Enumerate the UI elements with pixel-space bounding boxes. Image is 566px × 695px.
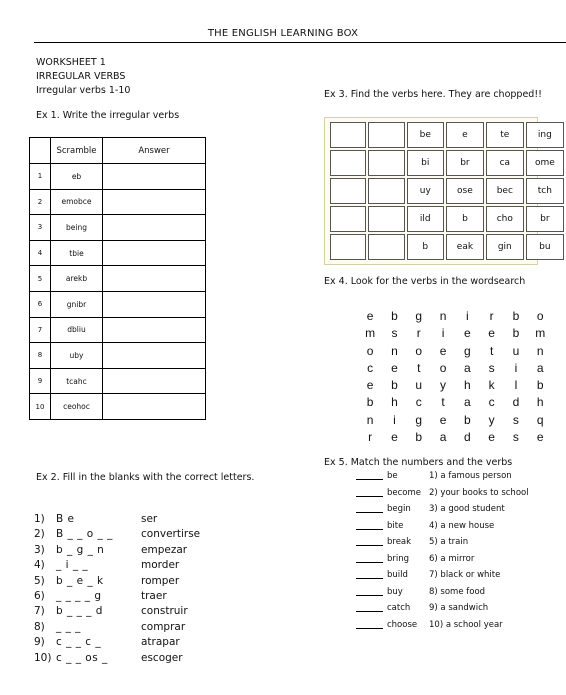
spanish-translation: romper [141, 574, 180, 587]
answer-cell[interactable] [103, 394, 206, 420]
answer-blank[interactable] [356, 512, 383, 513]
wordsearch-letter[interactable]: y [440, 378, 447, 393]
chunk-cell: uy [407, 178, 444, 204]
answer-blank[interactable] [356, 496, 383, 497]
item-number: 1) [34, 513, 45, 525]
wordsearch-letter[interactable]: e [391, 430, 398, 445]
ex4-title: Ex 4. Look for the verbs in the wordsearch [324, 276, 526, 287]
wordsearch-letter[interactable]: a [463, 395, 471, 410]
verb-label: build [387, 570, 408, 580]
wordsearch-letter[interactable]: b [366, 395, 374, 410]
wordsearch-letter[interactable]: l [514, 378, 518, 393]
wordsearch-letter[interactable]: d [463, 430, 471, 445]
table-row [30, 164, 206, 190]
wordsearch-letter[interactable]: a [439, 430, 447, 445]
wordsearch-letter[interactable]: s [391, 326, 398, 341]
spanish-translation: ser [141, 513, 158, 525]
table-row [30, 343, 206, 369]
spanish-translation: atrapar [141, 636, 180, 649]
scrambled-word: gnibr [51, 291, 103, 317]
grid-row [330, 178, 564, 204]
grid-row [330, 122, 564, 148]
blank-pattern[interactable]: B e [56, 513, 75, 525]
table-row [30, 266, 206, 292]
phrase-label: 4) a new house [429, 520, 495, 531]
wordsearch-letter[interactable]: h [391, 395, 398, 410]
worksheet-title: WORKSHEET 1 [36, 57, 106, 68]
wordsearch-letter[interactable]: e [439, 343, 447, 358]
item-number: 7) [34, 605, 45, 618]
phrase-label: 1) a famous person [429, 471, 512, 481]
answer-blank[interactable] [356, 479, 383, 480]
scrambled-word: uby [51, 343, 103, 369]
answer-box[interactable] [368, 234, 404, 260]
wordsearch-letter[interactable]: r [416, 326, 421, 341]
verb-label: begin [387, 504, 411, 514]
verb-label: be [387, 471, 398, 481]
blank-pattern[interactable]: _ _ _ [56, 620, 81, 633]
answer-blank[interactable] [356, 562, 383, 563]
answer-cell[interactable] [103, 317, 206, 343]
row-number: 5 [30, 266, 51, 292]
wordsearch-letter[interactable]: o [366, 343, 374, 358]
wordsearch-letter[interactable]: e [391, 360, 398, 375]
wordsearch-letter[interactable]: s [488, 360, 495, 375]
row-number: 9 [30, 368, 51, 394]
wordsearch-letter[interactable]: t [441, 395, 445, 410]
header-scramble: Scramble [51, 138, 103, 164]
answer-box[interactable] [330, 234, 366, 260]
wordsearch-letter[interactable]: m [365, 326, 376, 341]
worksheet-subtitle: IRREGULAR VERBS [36, 71, 126, 82]
blank-pattern[interactable]: _ i _ _ [56, 559, 89, 572]
scrambled-word: ceohoc [51, 394, 103, 420]
wordsearch-letter[interactable]: u [512, 343, 520, 358]
wordsearch-letter[interactable]: h [463, 378, 471, 393]
chunk-cell: ome [526, 150, 564, 176]
answer-box[interactable] [368, 150, 404, 176]
ex1-title: Ex 1. Write the irregular verbs [36, 110, 180, 121]
wordsearch-letter[interactable]: y [488, 412, 495, 427]
wordsearch-letter[interactable]: b [415, 430, 423, 445]
wordsearch-letter[interactable]: e [488, 326, 495, 341]
phrase-label: 6) a mirror [429, 553, 475, 564]
grid-row [330, 206, 564, 232]
chunk-cell: bec [486, 178, 524, 204]
answer-cell[interactable] [103, 215, 206, 241]
wordsearch-letter[interactable]: o [415, 343, 423, 358]
answer-cell[interactable] [103, 291, 206, 317]
chunk-cell: eak [446, 234, 484, 260]
chunk-cell: br [526, 206, 564, 232]
blank-pattern[interactable]: B _ _ o _ _ [56, 528, 113, 541]
answer-blank[interactable] [356, 578, 383, 579]
answer-box[interactable] [368, 206, 404, 232]
row-number: 10 [30, 394, 51, 420]
chunk-cell: e [446, 122, 484, 148]
answer-blank[interactable] [356, 529, 383, 530]
answer-cell[interactable] [103, 189, 206, 215]
wordsearch-letter[interactable]: m [535, 326, 546, 341]
phrase-label: 7) black or white [429, 570, 501, 580]
answer-blank[interactable] [356, 628, 383, 629]
item-number: 4) [34, 559, 45, 572]
spanish-translation: comprar [141, 620, 186, 633]
wordsearch-letter[interactable]: c [415, 395, 422, 410]
wordsearch-letter[interactable]: a [536, 360, 544, 375]
phrase-label: 3) a good student [429, 504, 505, 514]
row-number: 4 [30, 240, 51, 266]
table-row [30, 215, 206, 241]
answer-box[interactable] [368, 122, 404, 148]
spanish-translation: construir [141, 605, 188, 618]
chunk-cell: b [446, 206, 484, 232]
wordsearch-letter[interactable]: r [489, 309, 494, 323]
item-number: 9) [34, 636, 45, 649]
wordsearch-letter[interactable]: i [393, 412, 396, 427]
blank-pattern[interactable]: c _ _ c _ [56, 636, 102, 649]
item-number: 5) [34, 574, 45, 587]
item-number: 8) [34, 620, 45, 633]
wordsearch-letter[interactable]: r [368, 430, 373, 445]
wordsearch-letter[interactable]: e [366, 309, 374, 323]
wordsearch-letter[interactable]: k [488, 378, 495, 393]
chunk-cell: ing [526, 122, 564, 148]
table-row [30, 317, 206, 343]
row-number: 2 [30, 189, 51, 215]
answer-box[interactable] [330, 150, 366, 176]
wordsearch-letter[interactable]: q [536, 412, 544, 427]
verb-label: bite [387, 520, 404, 531]
answer-cell[interactable] [103, 343, 206, 369]
chunk-cell: te [486, 122, 524, 148]
wordsearch-row [358, 340, 552, 357]
answer-box[interactable] [330, 122, 366, 148]
wordsearch-letter[interactable]: e [488, 430, 495, 445]
wordsearch-letter[interactable]: n [391, 343, 398, 358]
wordsearch-letter[interactable]: t [417, 360, 421, 375]
blank-pattern[interactable]: _ _ _ _ g [56, 589, 102, 602]
wordsearch-letter[interactable]: t [489, 343, 494, 358]
wordsearch-row [358, 305, 552, 322]
wordsearch-letter[interactable]: n [536, 343, 544, 358]
answer-box[interactable] [330, 206, 366, 232]
scrambled-word: emobce [51, 189, 103, 215]
verb-label: break [387, 537, 412, 547]
grid-row [330, 234, 564, 260]
chunk-cell: ild [407, 206, 444, 232]
grid-row [330, 150, 564, 176]
wordsearch-letter[interactable]: h [536, 395, 544, 410]
chunk-cell: br [446, 150, 484, 176]
wordsearch-letter[interactable]: b [512, 326, 520, 341]
chunk-cell: be [407, 122, 444, 148]
chopped-grid [328, 120, 566, 262]
scramble-body [30, 164, 206, 420]
wordsearch-letter[interactable]: b [391, 378, 398, 393]
answer-cell[interactable] [103, 368, 206, 394]
verb-label: bring [387, 553, 410, 564]
wordsearch-letter[interactable]: i [466, 309, 469, 323]
spanish-translation: empezar [141, 543, 188, 556]
answer-blank[interactable] [356, 545, 383, 546]
verb-label: buy [387, 586, 403, 597]
spanish-translation: convertirse [141, 528, 201, 541]
wordsearch-row [358, 426, 552, 443]
wordsearch-letter[interactable]: n [366, 412, 374, 427]
phrase-label: 2) your books to school [429, 487, 529, 498]
wordsearch-letter[interactable]: o [536, 309, 544, 323]
wordsearch-letter[interactable]: b [512, 309, 520, 323]
row-number: 8 [30, 343, 51, 369]
scrambled-word: tbie [51, 240, 103, 266]
wordsearch-grid [358, 305, 552, 443]
wordsearch-row [358, 409, 552, 426]
table-row [30, 291, 206, 317]
answer-cell[interactable] [103, 164, 206, 190]
chunk-cell: ose [446, 178, 484, 204]
wordsearch-row [358, 357, 552, 374]
row-number: 1 [30, 164, 51, 190]
verb-label: catch [387, 603, 411, 613]
chunk-cell: b [407, 234, 444, 260]
blank-pattern[interactable]: b _ g _ n [56, 543, 105, 556]
verb-label: become [387, 487, 422, 498]
scrambled-word: tcahc [51, 368, 103, 394]
row-number: 3 [30, 215, 51, 241]
scramble-table [29, 137, 206, 420]
chunk-cell: bu [526, 234, 564, 260]
chunk-cell: bi [407, 150, 444, 176]
header-rule [34, 42, 566, 43]
wordsearch-letter[interactable]: s [512, 430, 519, 445]
phrase-label: 9) a sandwich [429, 603, 489, 613]
wordsearch-row [358, 322, 552, 339]
chunk-cell: cho [486, 206, 524, 232]
wordsearch-letter[interactable]: i [514, 360, 518, 375]
chunk-cell: gin [486, 234, 524, 260]
answer-box[interactable] [330, 178, 366, 204]
ex3-title: Ex 3. Find the verbs here. They are chopped!! [324, 89, 542, 100]
table-row [30, 189, 206, 215]
item-number: 10) [34, 651, 52, 664]
header-answer: Answer [103, 138, 206, 164]
wordsearch-letter[interactable]: b [536, 378, 544, 393]
row-number: 7 [30, 317, 51, 343]
spanish-translation: morder [141, 559, 180, 572]
wordsearch-letter[interactable]: e [439, 412, 447, 427]
header-number [30, 138, 51, 164]
phrase-label: 5) a train [429, 537, 469, 547]
wordsearch-letter[interactable]: e [536, 430, 544, 445]
spanish-translation: escoger [141, 651, 183, 664]
wordsearch-letter[interactable]: e [463, 326, 471, 341]
wordsearch-letter[interactable]: c [367, 360, 374, 375]
table-row [30, 240, 206, 266]
phrase-label: 8) some food [429, 586, 486, 597]
verb-label: choose [387, 619, 418, 630]
scrambled-word: being [51, 215, 103, 241]
scrambled-word: dbliu [51, 317, 103, 343]
blank-pattern[interactable]: b _ _ _ d [56, 605, 103, 618]
scramble-header-row [30, 138, 206, 164]
table-row [30, 394, 206, 420]
wordsearch-letter[interactable]: u [415, 378, 423, 393]
answer-box[interactable] [368, 178, 404, 204]
wordsearch-letter[interactable]: b [391, 309, 398, 323]
answer-blank[interactable] [356, 611, 383, 612]
page-header: THE ENGLISH LEARNING BOX [207, 28, 359, 39]
row-number: 6 [30, 291, 51, 317]
answer-cell[interactable] [103, 240, 206, 266]
blank-pattern[interactable]: b _ e _ k [56, 574, 104, 587]
wordsearch-letter[interactable]: a [463, 360, 471, 375]
wordsearch-letter[interactable]: g [415, 412, 423, 427]
wordsearch-letter[interactable]: s [512, 412, 519, 427]
wordsearch-letter[interactable]: i [441, 326, 445, 341]
item-number: 3) [34, 543, 45, 556]
scrambled-word: eb [51, 164, 103, 190]
phrase-label: 10) a school year [429, 619, 503, 630]
wordsearch-letter[interactable]: o [439, 360, 447, 375]
scrambled-word: arekb [51, 266, 103, 292]
item-number: 6) [34, 589, 45, 602]
wordsearch-letter[interactable]: n [439, 309, 447, 323]
chunk-cell: tch [526, 178, 564, 204]
answer-blank[interactable] [356, 595, 383, 596]
wordsearch-letter[interactable]: b [463, 412, 471, 427]
wordsearch-letter[interactable]: e [366, 378, 374, 393]
worksheet-info [36, 56, 130, 98]
wordsearch-letter[interactable]: g [463, 343, 471, 358]
worksheet-range: Irregular verbs 1-10 [36, 85, 131, 96]
wordsearch-letter[interactable]: d [512, 395, 520, 410]
blank-pattern[interactable]: c _ _ os _ [56, 651, 108, 664]
wordsearch-row [358, 374, 552, 391]
ex5-title: Ex 5. Match the numbers and the verbs [324, 457, 513, 468]
table-row [30, 368, 206, 394]
ex2-title: Ex 2. Fill in the blanks with the correct letters. [36, 472, 255, 483]
spanish-translation: traer [141, 589, 167, 602]
chunk-cell: ca [486, 150, 524, 176]
wordsearch-letter[interactable]: c [488, 395, 495, 410]
wordsearch-letter[interactable]: g [415, 309, 423, 323]
item-number: 2) [34, 528, 45, 541]
answer-cell[interactable] [103, 266, 206, 292]
wordsearch-row [358, 391, 552, 408]
